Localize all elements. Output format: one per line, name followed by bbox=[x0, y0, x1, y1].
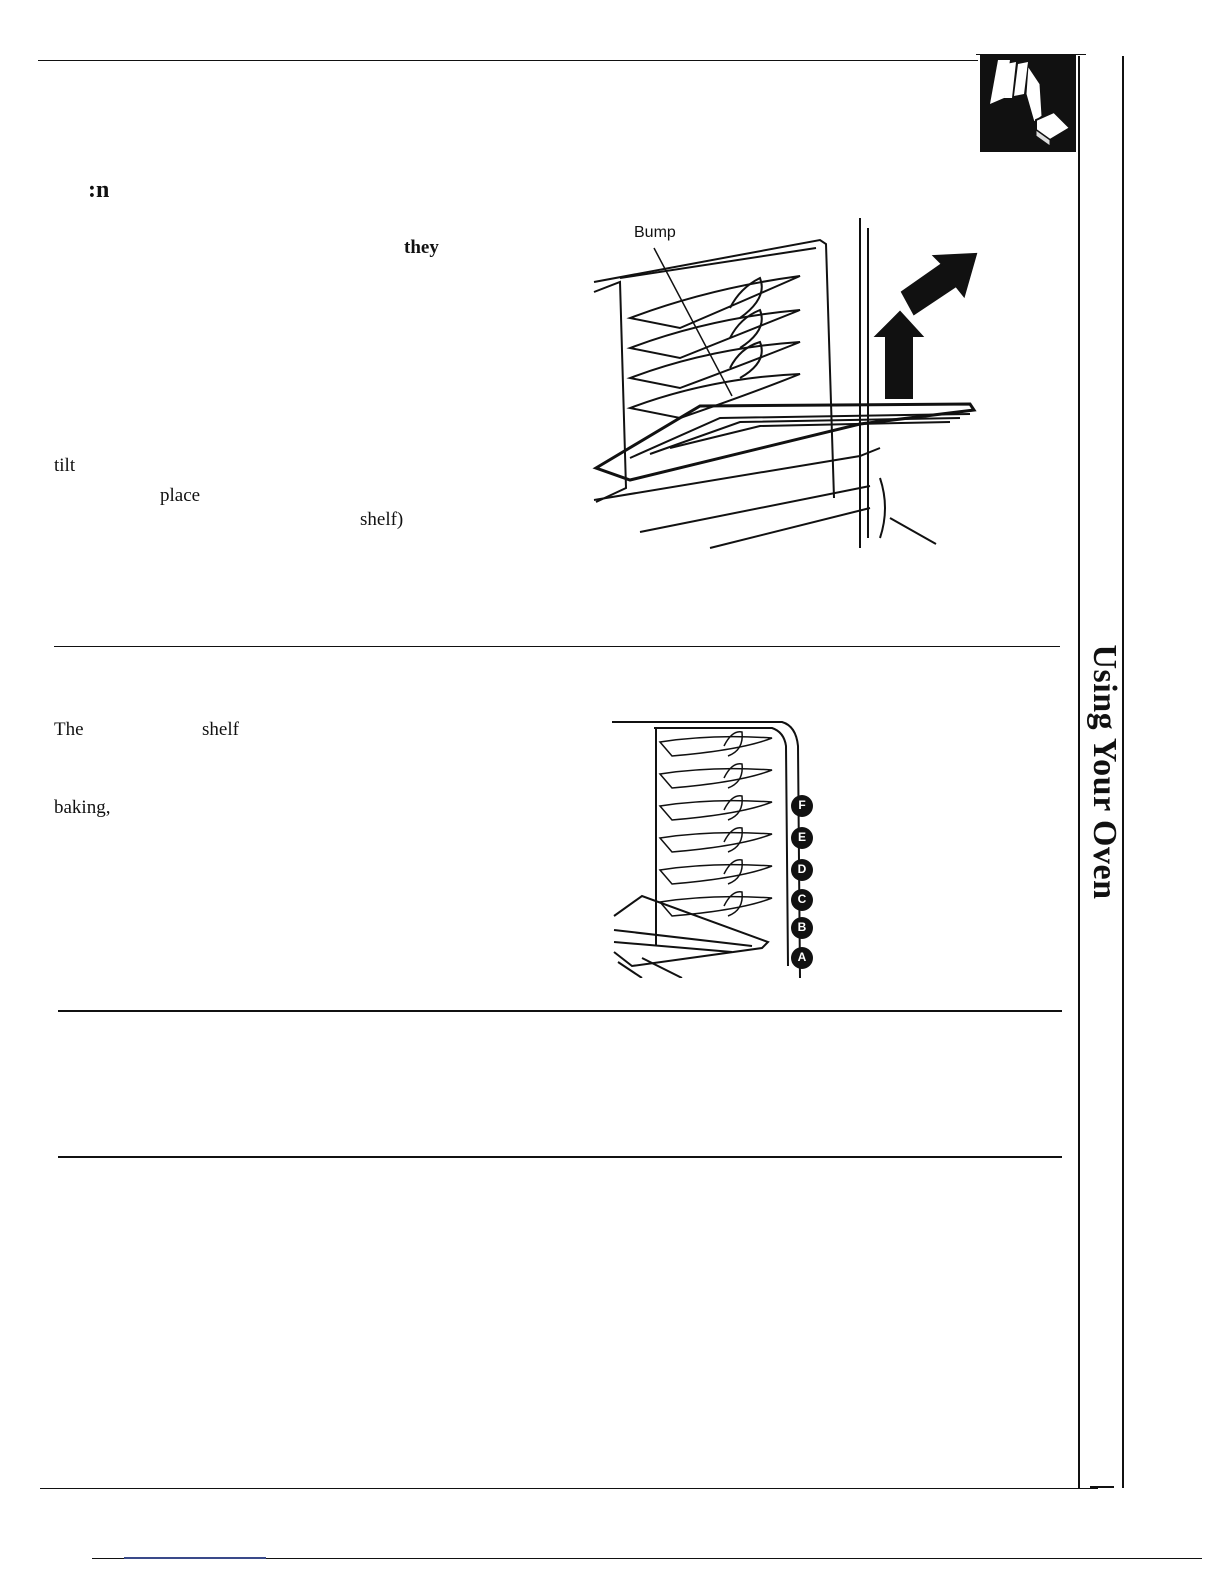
text-fragment-baking: baking, bbox=[54, 797, 111, 818]
hand-pressing-button-icon bbox=[980, 54, 1076, 152]
side-tab-title: Using Your Oven bbox=[1086, 644, 1123, 900]
shelf-positions-illustration bbox=[612, 716, 822, 978]
section-divider-3 bbox=[58, 1156, 1062, 1158]
text-fragment-they: they bbox=[404, 237, 439, 258]
section-divider-2 bbox=[58, 1010, 1062, 1012]
text-fragment-tilt: tilt bbox=[54, 455, 76, 476]
text-fragment-the: The bbox=[54, 719, 84, 740]
bottom-rule bbox=[40, 1488, 1098, 1489]
text-fragment-shelf: shelf bbox=[202, 719, 239, 740]
section-heading-fragment: :n bbox=[88, 177, 110, 203]
position-label-f: F bbox=[798, 798, 806, 812]
text-fragment-place: place bbox=[160, 485, 201, 506]
footer-accent bbox=[124, 1557, 266, 1559]
top-rule bbox=[38, 60, 978, 61]
position-label-e: E bbox=[797, 830, 806, 844]
position-label-d: D bbox=[797, 862, 807, 876]
position-label-b: B bbox=[797, 920, 807, 934]
section-divider bbox=[54, 646, 1060, 647]
position-label-a: A bbox=[797, 950, 807, 964]
text-fragment-shelf-paren: shelf) bbox=[360, 509, 404, 530]
bump-callout: Bump bbox=[634, 224, 676, 241]
position-label-c: C bbox=[797, 892, 807, 906]
shelf-removal-illustration bbox=[590, 218, 990, 558]
